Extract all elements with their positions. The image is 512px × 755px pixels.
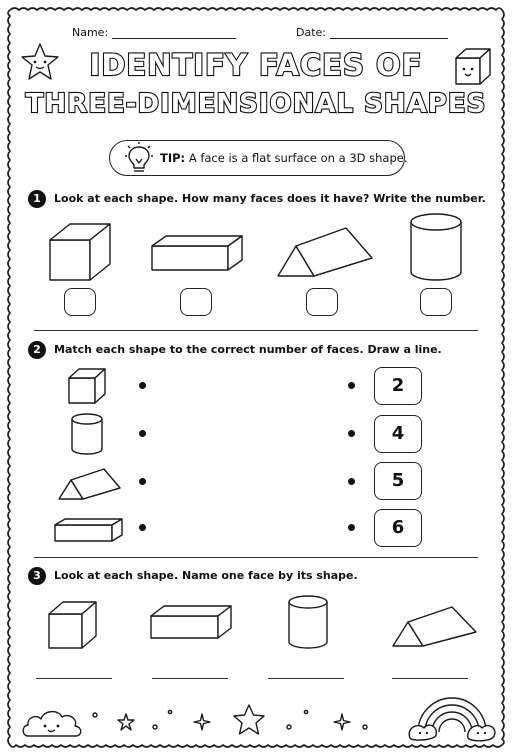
section-divider bbox=[34, 557, 478, 558]
q2-cube-icon bbox=[66, 366, 108, 406]
question-3-text: Look at each shape. Name one face by its shape. bbox=[54, 569, 358, 582]
tip-text bbox=[160, 151, 408, 165]
q3-answer-line-rectangular-prism[interactable] bbox=[152, 678, 228, 679]
sparkle-icon bbox=[332, 712, 352, 732]
q2-right-dot-4[interactable] bbox=[348, 524, 355, 531]
lightbulb-icon bbox=[124, 141, 154, 175]
small-star-icon bbox=[116, 712, 136, 732]
question-2-text: Match each shape to the correct number of faces. Draw a line. bbox=[54, 343, 442, 356]
q1-answer-box-triangular-prism[interactable] bbox=[306, 288, 338, 316]
question-1-text: Look at each shape. How many faces does it have? Write the number. bbox=[54, 192, 486, 205]
question-2-number: 2 bbox=[28, 341, 46, 359]
q1-cylinder-icon bbox=[408, 212, 464, 284]
q2-left-dot-4[interactable] bbox=[139, 524, 146, 531]
q2-number-box-1: 2 bbox=[374, 367, 422, 405]
q2-number-box-4: 6 bbox=[374, 509, 422, 547]
dot-icon bbox=[90, 708, 104, 722]
question-3-number: 3 bbox=[28, 567, 46, 585]
title-line-1: IDENTIFY FACES OF bbox=[89, 48, 423, 82]
q3-answer-line-cube[interactable] bbox=[36, 678, 112, 679]
question-1-number: 1 bbox=[28, 190, 46, 208]
name-field[interactable] bbox=[72, 26, 236, 39]
q1-cube-icon bbox=[46, 220, 116, 284]
q2-rectangular-prism-icon bbox=[52, 516, 124, 544]
q3-rectangular-prism-icon bbox=[148, 602, 234, 642]
q3-triangular-prism-icon bbox=[390, 604, 482, 650]
q2-right-dot-2[interactable] bbox=[348, 430, 355, 437]
section-divider bbox=[34, 330, 478, 331]
cloud-face-icon bbox=[20, 702, 86, 742]
dot-icon bbox=[300, 706, 312, 718]
dot-icon bbox=[150, 720, 164, 734]
star-icon bbox=[230, 702, 268, 740]
q2-left-dot-3[interactable] bbox=[139, 478, 146, 485]
q1-answer-box-rectangular-prism[interactable] bbox=[180, 288, 212, 316]
date-line[interactable] bbox=[330, 26, 448, 39]
q1-triangular-prism-icon bbox=[274, 224, 376, 280]
q3-cylinder-icon bbox=[286, 594, 330, 652]
date-field[interactable] bbox=[296, 26, 448, 39]
q2-number-box-3: 5 bbox=[374, 462, 422, 500]
q3-answer-line-triangular-prism[interactable] bbox=[392, 678, 468, 679]
q2-left-dot-2[interactable] bbox=[139, 430, 146, 437]
dot-icon bbox=[284, 720, 298, 734]
date-label: Date: bbox=[296, 26, 326, 39]
q2-triangular-prism-icon bbox=[56, 466, 124, 502]
name-line[interactable] bbox=[112, 26, 236, 39]
q2-number-box-2: 4 bbox=[374, 415, 422, 453]
sparkle-icon bbox=[192, 712, 212, 732]
q1-answer-box-cube[interactable] bbox=[64, 288, 96, 316]
q2-left-dot-1[interactable] bbox=[139, 382, 146, 389]
dot-icon bbox=[360, 720, 374, 734]
tip-label: TIP: bbox=[160, 151, 186, 165]
tip-box bbox=[109, 140, 408, 176]
q1-rectangular-prism-icon bbox=[146, 232, 246, 274]
q2-right-dot-3[interactable] bbox=[348, 478, 355, 485]
name-label: Name: bbox=[72, 26, 109, 39]
title-line-2: THREE-DIMENSIONAL SHAPES bbox=[25, 89, 487, 119]
q2-cylinder-icon bbox=[70, 412, 104, 456]
rainbow-icon bbox=[408, 686, 496, 742]
q1-answer-box-cylinder[interactable] bbox=[420, 288, 452, 316]
q2-right-dot-1[interactable] bbox=[348, 382, 355, 389]
dot-icon bbox=[164, 706, 176, 718]
q3-answer-line-cylinder[interactable] bbox=[268, 678, 344, 679]
tip-content: A face is a flat surface on a 3D shape. bbox=[188, 151, 408, 165]
q3-cube-icon bbox=[46, 598, 102, 652]
